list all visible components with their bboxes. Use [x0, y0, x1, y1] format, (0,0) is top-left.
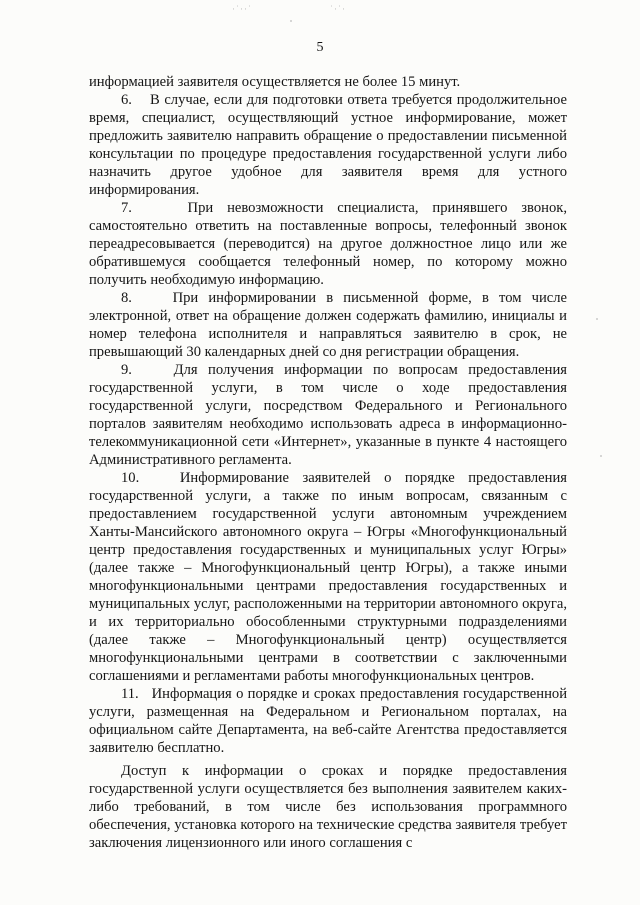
- paragraph-item-10: 10. Информирование заявителей о порядке предоставления государственной услуги, а также по иным вопросам, связанным с предоставлением государственной услуги автономным учреждением Ханты-Мансийского автономного округа – Югры «Многофункциональный центр предоставления государственных и муниципальных услуг Югры» (далее также – Многофункциональный центр Югры), а также иными многофункциональными центрами предоставления государственных и муниципальных услуг, расположенными на территории автономного округа, и их территориально обособленными структурными подразделениями (далее также – Многофункциональный центр) осуществляется многофункциональными центрами в соответствии с заключенными соглашениями и регламентами работы многофункциональных центров.: [89, 470, 567, 684]
- paragraph-continuation: информацией заявителя осуществляется не более 15 минут.: [89, 74, 461, 90]
- scan-speck: [290, 20, 292, 22]
- scan-artifact: ·˙··˙: [232, 4, 252, 14]
- scan-speck: [596, 318, 598, 320]
- paragraph-item-11: 11. Информация о порядке и сроках предоставления государственной услуги, размещенная на Федеральном и Региональном порталах, на официальном сайте Департамента, на веб-сайте Агентства предоставляется заявителю бесплатно.: [89, 686, 567, 756]
- paragraph-item-7: 7. При невозможности специалиста, принявшего звонок, самостоятельно ответить на поставленные вопросы, телефонный звонок переадресовывается (переводится) на другое должностное лицо или же обратившемуся сообщается телефонный номер, по которому можно получить необходимую информацию.: [89, 200, 567, 288]
- paragraph-item-8: 8. При информировании в письменной форме, в том числе электронной, ответ на обращение должен содержать фамилию, инициалы и номер телефона исполнителя и направляться заявителю в срок, не превышающий 30 календарных дней со дня регистрации обращения.: [89, 290, 567, 360]
- scan-artifact: ˙·˙·: [330, 4, 346, 14]
- page-number: 5: [316, 40, 324, 55]
- paragraph-item-6: 6. В случае, если для подготовки ответа требуется продолжительное время, специалист, осуществляющий устное информирование, может предложить заявителю направить обращение о предоставлении письменной консультации по процедуре предоставления государственной услуги либо назначить другое удобное для заявителя время для устного информирования.: [89, 92, 567, 198]
- paragraph-item-9: 9. Для получения информации по вопросам предоставления государственной услуги, в том числе о ходе предоставления государственной услуги, посредством Федерального и Регионального порталов заявителям необходимо использовать адреса в информационно-телекоммуникационной сети «Интернет», указанные в пункте 4 настоящего Административного регламента.: [89, 362, 567, 468]
- paragraph-access: Доступ к информации о сроках и порядке предоставления государственной услуги осуществляется без выполнения заявителем каких-либо требований, в том числе без использования программного обеспечения, установка которого на технические средства заявителя требует заключения лицензионного или иного соглашения с: [89, 763, 567, 851]
- scan-speck: [600, 455, 602, 457]
- document-body: [89, 73, 567, 852]
